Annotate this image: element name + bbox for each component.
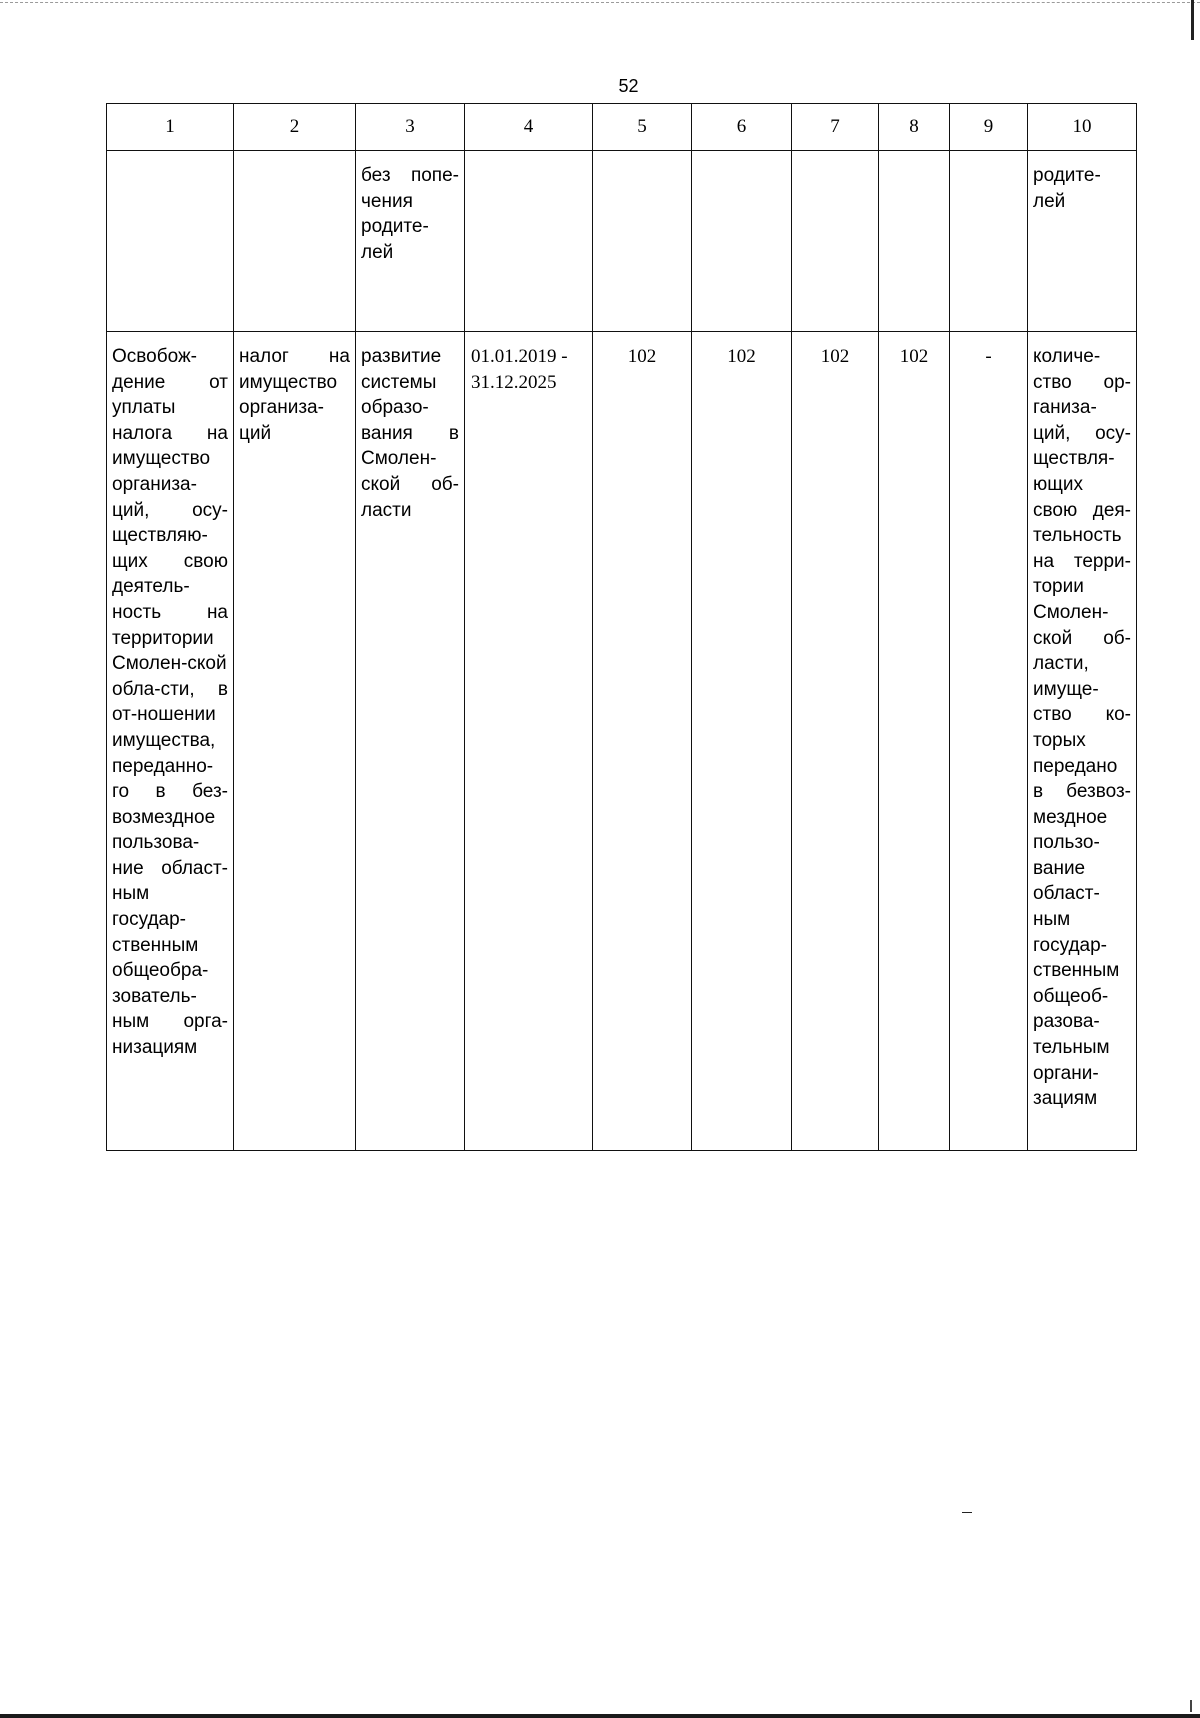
header-col-5: 5 [593, 104, 692, 151]
header-col-7: 7 [792, 104, 879, 151]
table-cell: 102 [593, 332, 692, 1151]
tax-benefit-table [106, 103, 1137, 1151]
period-cell [465, 332, 593, 1151]
period-end: 31.12.2025 [471, 371, 557, 393]
table-cell [792, 151, 879, 332]
table-cell [465, 151, 593, 332]
period-start: 01.01.2019 - [471, 346, 568, 367]
header-col-2: 2 [234, 104, 356, 151]
page-number: 52 [618, 76, 639, 96]
table-cell: 102 [879, 332, 950, 1151]
header-col-3: 3 [356, 104, 465, 151]
header-row [107, 104, 1137, 151]
table-cell [107, 151, 234, 332]
table-cell: развитие системы образо-вания в Смолен-ской об-ласти [356, 332, 465, 1151]
table-cell: родите-лей [1028, 151, 1137, 332]
header-col-6: 6 [692, 104, 792, 151]
header-col-4: 4 [465, 104, 593, 151]
table-cell: 102 [792, 332, 879, 1151]
table-cell: - [950, 332, 1028, 1151]
table-cell [879, 151, 950, 332]
table-cell: количе-ство ор-ганиза-ций, осу-ществля-ющих свою дея-тельность на терри-тории Смолен-ской об-ласти, имуще-ство ко-торых передано в безвоз-мездное пользо-вание област-ным государ-ственным общеоб-разова-тельным органи-зациям [1028, 332, 1137, 1151]
table-cell [950, 151, 1028, 332]
table-cell [692, 151, 792, 332]
scan-edge-tick [1190, 1700, 1192, 1712]
table-cell [593, 151, 692, 332]
table-row [107, 151, 1137, 332]
header-col-9: 9 [950, 104, 1028, 151]
header-col-1: 1 [107, 104, 234, 151]
header-col-10: 10 [1028, 104, 1137, 151]
table-cell [234, 151, 356, 332]
table-cell: без попе-чения родите-лей [356, 151, 465, 332]
scan-top-border [0, 2, 1200, 3]
table-cell: 102 [692, 332, 792, 1151]
stray-dash-mark [962, 1512, 972, 1513]
scan-edge-mark [1191, 0, 1194, 40]
header-col-8: 8 [879, 104, 950, 151]
table-cell: налог на имущество организа-ций [234, 332, 356, 1151]
table-cell: Освобож-дение от уплаты налога на имущество организа-ций, осу-ществляю-щих свою деятель-ность на территории Смолен-ской обла-сти, в от-ношении имущества, переданно-го в без-возмездное пользова-ние област-ным государ-ственным общеобра-зователь-ным орга-низациям [107, 332, 234, 1151]
scan-bottom-border [0, 1714, 1200, 1718]
table-row [107, 332, 1137, 1151]
